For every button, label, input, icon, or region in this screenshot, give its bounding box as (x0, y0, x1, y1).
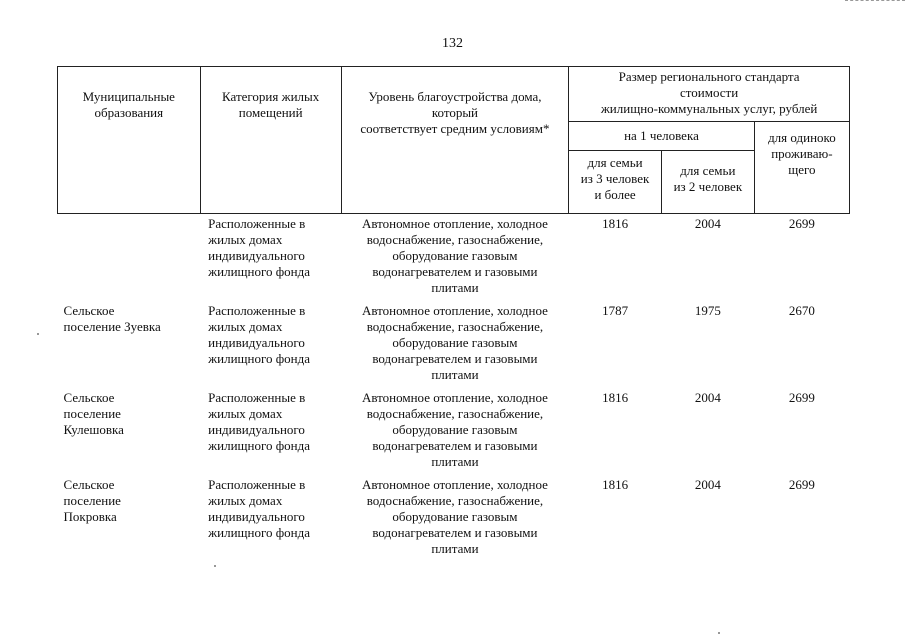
header-municipality: Муниципальные образования (58, 67, 201, 214)
cell-level: Автономное отопление, холодное водоснабжение, газоснабжение, оборудование газовым водонагревателем и газовыми плитами (361, 390, 548, 469)
cell-municipality: Сельское поселение Зуевка (63, 303, 161, 334)
cell-category: Расположенные в жилых домах индивидуального жилищного фонда (208, 216, 311, 279)
header-row-1 (58, 67, 850, 122)
header-category: Категория жилых помещений (200, 67, 341, 214)
scan-speck (718, 632, 720, 634)
header-level: Уровень благоустройства дома, который соответствует средним условиям* (341, 67, 568, 214)
header-single-resident: для одиноко проживаю- щего (754, 122, 849, 214)
cell-municipality: Сельское поселение Кулешовка (63, 390, 124, 437)
table-row (58, 303, 850, 390)
cell-category: Расположенные в жилых домах индивидуального жилищного фонда (208, 390, 311, 453)
cell-single: 2699 (788, 390, 815, 405)
table-header (58, 67, 850, 214)
cell-family-2: 2004 (694, 390, 721, 405)
table-row (58, 390, 850, 477)
cell-family-3-plus: 1816 (602, 477, 629, 492)
scan-edge-mark (845, 0, 905, 3)
cell-family-2: 2004 (694, 477, 721, 492)
cell-family-3-plus: 1816 (602, 216, 629, 231)
header-family-3-plus: для семьи из 3 человек и более (569, 151, 662, 214)
table-row (58, 477, 850, 564)
cell-family-2: 1975 (694, 303, 721, 318)
table-body (58, 214, 850, 565)
cell-family-2: 2004 (694, 216, 721, 231)
cell-level: Автономное отопление, холодное водоснабжение, газоснабжение, оборудование газовым водонагревателем и газовыми плитами (361, 477, 548, 556)
cell-municipality (58, 214, 201, 304)
header-family-2: для семьи из 2 человек (661, 151, 754, 214)
cell-level: Автономное отопление, холодное водоснабжение, газоснабжение, оборудование газовым водонагревателем и газовыми плитами (361, 303, 548, 382)
cell-family-3-plus: 1816 (602, 390, 629, 405)
cell-single: 2699 (788, 216, 815, 231)
table-row (58, 214, 850, 304)
cell-category: Расположенные в жилых домах индивидуального жилищного фонда (208, 303, 311, 366)
cell-municipality: Сельское поселение Покровка (63, 477, 121, 524)
cell-single: 2670 (788, 303, 815, 318)
cell-category: Расположенные в жилых домах индивидуального жилищного фонда (208, 477, 311, 540)
cell-family-3-plus: 1787 (602, 303, 629, 318)
cell-level: Автономное отопление, холодное водоснабжение, газоснабжение, оборудование газовым водонагревателем и газовыми плитами (361, 216, 548, 295)
cell-single: 2699 (788, 477, 815, 492)
header-standard-size: Размер регионального стандарта стоимости жилищно-коммунальных услуг, рублей (569, 67, 850, 122)
housing-cost-standard-table (57, 66, 850, 564)
header-per-person: на 1 человека (569, 122, 755, 151)
page-number: 132 (442, 36, 463, 51)
scan-speck (214, 565, 216, 567)
scan-speck (37, 333, 39, 335)
